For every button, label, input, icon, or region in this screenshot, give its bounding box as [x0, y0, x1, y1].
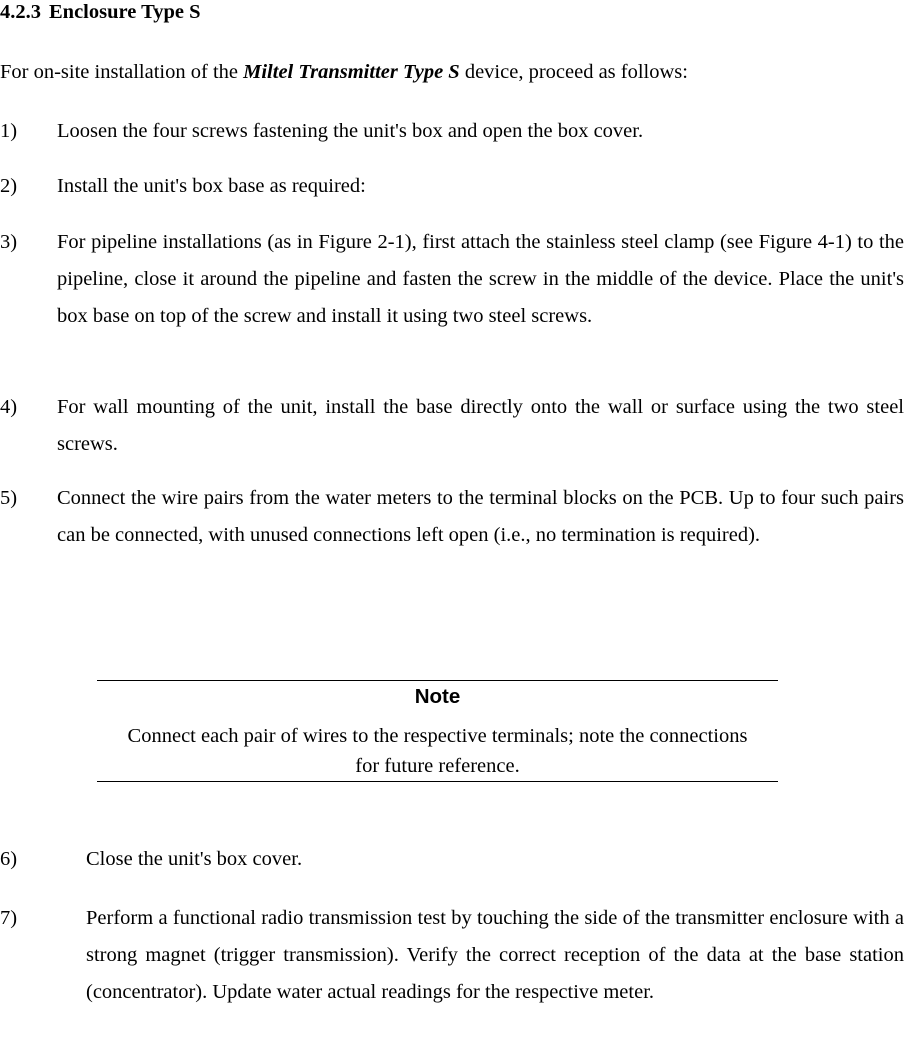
step-text: Close the unit's box cover.: [86, 848, 303, 870]
section-number: 4.2.3: [0, 1, 41, 23]
step-number: 3): [0, 231, 18, 253]
note-body: Connect each pair of wires to the respective terminals; note the connections for future reference.: [127, 725, 748, 777]
note-box: [97, 680, 778, 782]
section-heading: [0, 0, 201, 26]
step-5: [0, 480, 904, 592]
step-text: For pipeline installations (as in Figure 2-1), first attach the stainless steel clamp (see Figure 4-1) to the pipeline, close it around the pipeline and fasten the screw in the middle of the device. Place the unit's box base on top of the screw and install it using two steel screws.: [57, 231, 904, 327]
step-number: 2): [0, 175, 18, 197]
step-6: [0, 841, 904, 878]
step-number: 7): [0, 907, 18, 929]
section-title: Enclosure Type S: [49, 1, 201, 23]
intro-text-after: device, proceed as follows:: [459, 61, 688, 83]
product-name: Miltel Transmitter Type S: [243, 61, 460, 83]
step-1: [0, 113, 904, 150]
step-text: Loosen the four screws fastening the unit's box and open the box cover.: [57, 120, 644, 142]
step-4: [0, 389, 904, 464]
step-number: 6): [0, 848, 18, 870]
step-number: 1): [0, 120, 18, 142]
intro-paragraph: [0, 58, 688, 86]
step-2: [0, 168, 904, 205]
step-number: 4): [0, 396, 18, 418]
note-title: Note: [414, 685, 461, 708]
intro-text-before: For on-site installation of the: [0, 61, 244, 83]
step-7: [0, 900, 904, 1045]
step-text: For wall mounting of the unit, install the base directly onto the wall or surface using the two steel screws.: [57, 396, 904, 455]
step-text: Install the unit's box base as required:: [57, 175, 366, 197]
step-text: Connect the wire pairs from the water meters to the terminal blocks on the PCB. Up to four such pairs can be connected, with unused connections left open (i.e., no termination is required).: [57, 487, 904, 546]
step-text: Perform a functional radio transmission test by touching the side of the transmitter enclosure with a strong magnet (trigger transmission). Verify the correct reception of the data at the base station (concentrator). Update water actual readings for the respective meter.: [86, 907, 904, 1003]
step-3: [0, 224, 904, 374]
step-number: 5): [0, 487, 18, 509]
